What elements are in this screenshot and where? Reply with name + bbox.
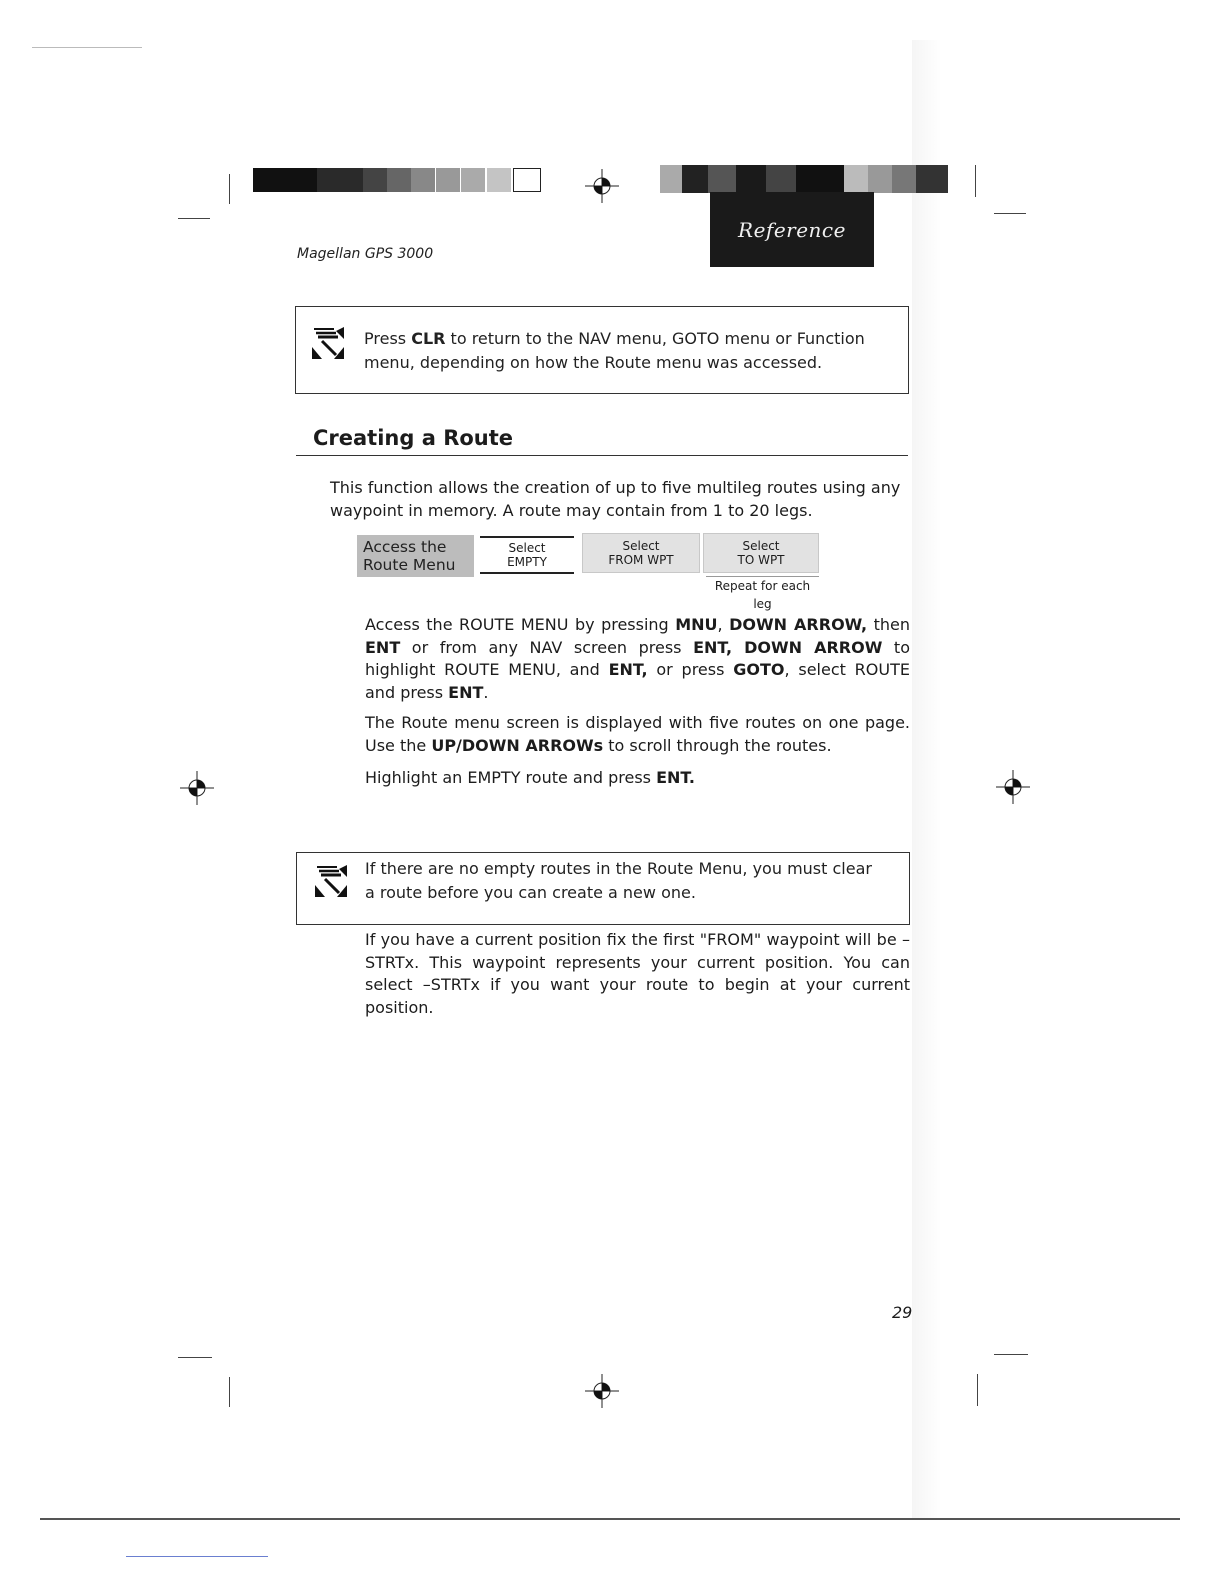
text-run: to scroll through the routes. [603, 735, 832, 755]
registration-mark-icon [996, 770, 1030, 804]
crop-mark [977, 1374, 978, 1406]
note-icon [308, 323, 348, 363]
key-label: ENT [365, 637, 401, 657]
text-run: Access the ROUTE MENU by pressing [365, 615, 676, 634]
text-run: The Route menu screen is displayed with five routes on one page. Use the [365, 713, 910, 755]
text-run: to highlight ROUTE MENU, and [365, 637, 910, 679]
text-run: Highlight an EMPTY route and press [365, 768, 657, 787]
text-run: or press [647, 660, 734, 679]
flow-step-text: Select [622, 539, 660, 553]
registration-mark-icon [585, 169, 619, 203]
note-text [364, 327, 899, 375]
crop-mark [994, 213, 1026, 214]
flow-step-text: Select [742, 539, 780, 553]
page-number: 29 [892, 1303, 913, 1322]
text-run: then [867, 615, 911, 634]
note-text: If there are no empty routes in the Route Menu, you must clear a route before you can create a new one. [365, 859, 872, 902]
scan-artifact-line [126, 1556, 268, 1557]
crop-mark [178, 218, 210, 219]
key-label: ENT [448, 682, 484, 702]
note-box [295, 306, 909, 394]
section-title: Creating a Route [313, 426, 514, 450]
key-label: DOWN ARROW, [729, 615, 868, 634]
crop-mark [994, 1354, 1028, 1355]
flow-step-text: FROM WPT [608, 553, 674, 567]
body-paragraph [365, 614, 910, 704]
body-paragraph: If you have a current position fix the first "FROM" waypoint will be –STRTx. This waypoint represents your current position. You can select –STRTx if you want your route to begin at your current position. [365, 930, 910, 1017]
key-label: UP/DOWN ARROWs [431, 735, 604, 755]
flow-step-access [357, 535, 474, 577]
text-run: , [717, 615, 730, 634]
flow-step-text: TO WPT [737, 553, 785, 567]
flow-step-from-wpt [582, 533, 700, 573]
section-tab [710, 192, 874, 267]
key-label: ENT, DOWN ARROW [693, 637, 883, 657]
key-label: ENT, [608, 660, 648, 679]
crop-mark [975, 165, 976, 197]
text-run: , select ROUTE and press [365, 660, 910, 702]
key-label: MNU [675, 615, 718, 634]
note-text-part: Press [364, 329, 412, 348]
flow-repeat-label: Repeat for each leg [706, 576, 819, 597]
key-label: ENT. [656, 768, 695, 787]
flow-step-empty [480, 536, 574, 574]
text-run: or from any NAV screen press [400, 637, 694, 657]
text-run: . [483, 682, 489, 702]
crop-mark [229, 174, 230, 204]
section-tab-label: Reference [738, 217, 846, 242]
page-bottom-edge [40, 1518, 1180, 1520]
flow-step-text: EMPTY [507, 555, 547, 569]
body-paragraph [365, 712, 910, 757]
crop-mark [178, 1357, 212, 1358]
note-text-part: to return to the NAV menu, GOTO menu or Function menu, depending on how the Route menu was accessed. [364, 329, 865, 372]
body-paragraph [365, 767, 910, 790]
running-head: Magellan GPS 3000 [297, 246, 434, 262]
registration-mark-icon [180, 771, 214, 805]
page-edge-shadow [912, 40, 942, 1520]
key-label: GOTO [733, 660, 785, 679]
crop-mark [229, 1377, 230, 1407]
flow-step-to-wpt [703, 533, 819, 573]
intro-paragraph: This function allows the creation of up to five multileg routes using any waypoint in memory. A route may contain from 1 to 20 legs. [330, 478, 901, 520]
flow-step-text: Select [508, 541, 546, 555]
key-label: CLR [411, 329, 446, 348]
scan-artifact [32, 47, 142, 48]
flow-step-text: Route Menu [363, 556, 456, 574]
registration-mark-icon [585, 1374, 619, 1408]
flow-step-text: Access the [363, 538, 447, 556]
note-icon [311, 861, 351, 901]
section-rule [296, 455, 908, 456]
note-box [296, 852, 910, 925]
